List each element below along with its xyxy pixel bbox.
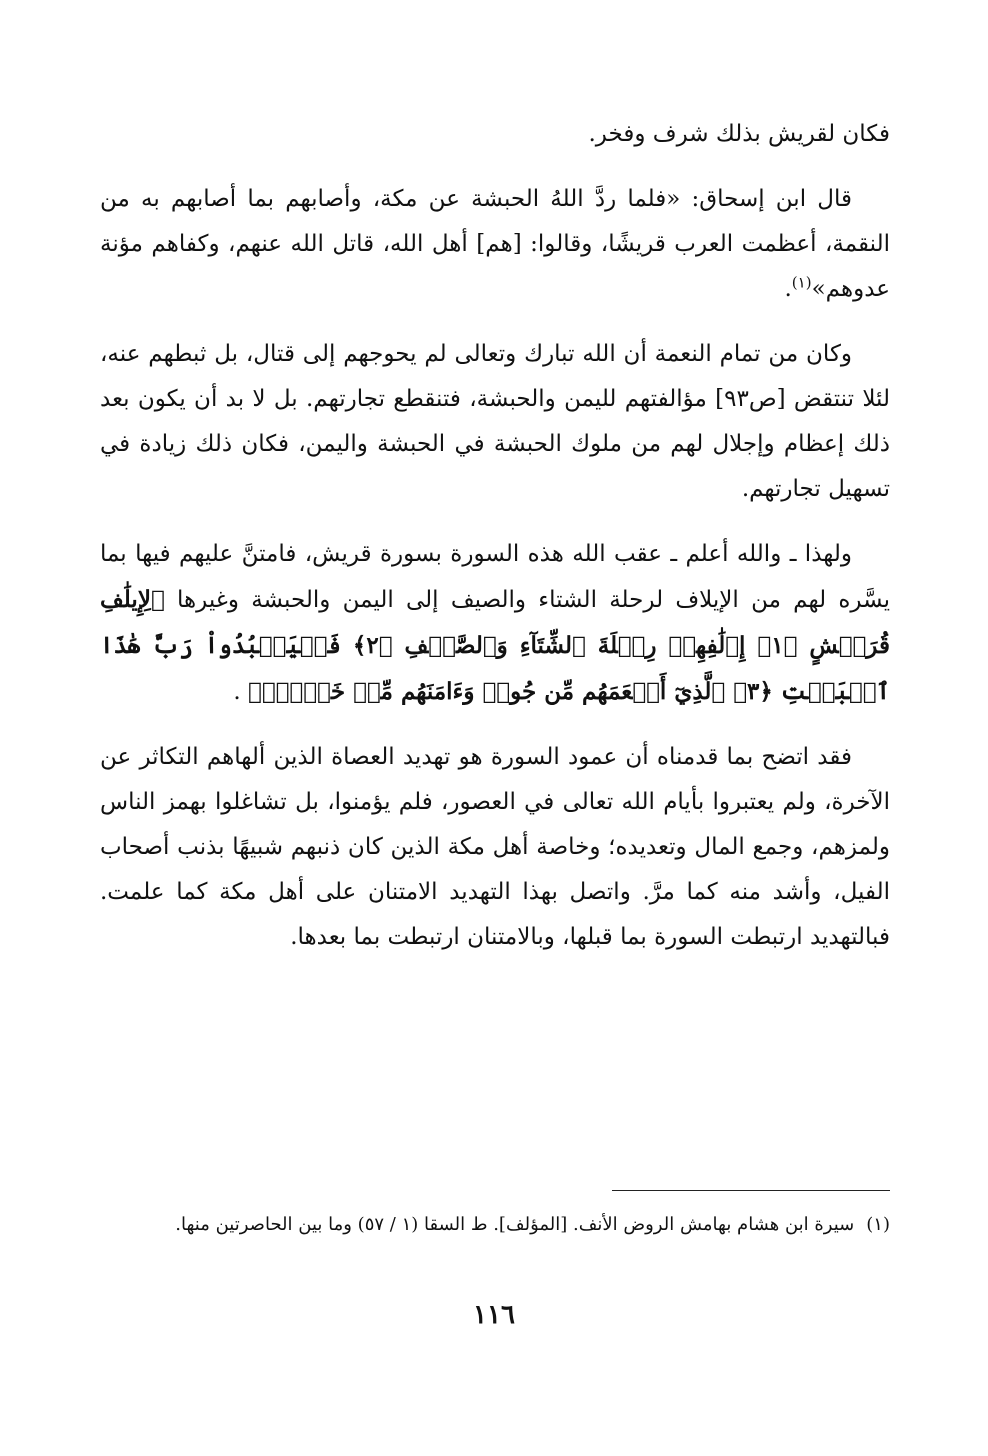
paragraph-3-intro: ولهذا ـ والله أعلم ـ عقب الله هذه السورة بسورة قريش، فامتنَّ عليهم فيها بما يسَّره لهم من الإيلاف لرحلة الشتاء والصيف إلى اليمن والحبشة وغيرها [100,541,890,613]
paragraph-4: فقد اتضح بما قدمناه أن عمود السورة هو تهديد العصاة الذين ألهاهم التكاثر عن الآخرة، ولم يعتبروا بأيام الله تعالى في العصور، فلم يؤمنوا، بل تشاغلوا بهمز الناس ولمزهم، وجمع المال وتعديده؛ وخاصة أهل مكة الذين كان ذنبهم شبيهًا بذنب أصحاب الفيل، وأشد منه كما مرَّ. واتصل بهذا التهديد الامتنان على أهل مكة كما علمت. فبالتهديد ارتبطت السورة بما قبلها، وبالامتنان ارتبطت بما بعدها. [100,744,890,950]
footnote-number: (١) [866,1214,890,1235]
paragraph-1-end: . [784,276,792,302]
footnote-divider [612,1190,890,1191]
paragraph-1-text: قال ابن إسحاق: «فلما ردَّ اللهُ الحبشة عن مكة، وأصابهم بما أصابهم به من النقمة، أعظمت العرب قريشًا، وقالوا: [هم] أهل الله، قاتل الله عنهم، وكفاهم مؤنة عدوهم» [100,186,890,302]
paragraph-0: فكان لقريش بذلك شرف وفخر. [588,121,890,147]
quran-open-bracket: ﴿ [150,586,165,613]
paragraph-3-end: . [233,679,249,705]
quran-verses: لِإِيلَٰفِ قُرَيۡشٍ ﴿١﴾ إِۦلَٰفِهِمۡ رِحۡلَةَ ٱلشِّتَآءِ وَٱلصَّيۡفِ ﴿٢﴾ فَلۡيَعۡبُدُواْ رَبَّ هَٰذَا ٱلۡبَيۡتِ ﴿٣﴾ ٱلَّذِيٓ أَطۡعَمَهُم مِّن جُوعٖ وَءَامَنَهُم مِّنۡ خَوۡفِۭ [100,586,890,705]
footnote-reference[interactable]: (١) [791,273,812,292]
paragraph-3 [100,532,890,715]
quran-close-bracket: ﴾ [248,678,262,705]
footnote-text: سيرة ابن هشام بهامش الروض الأنف. [المؤلف]. ط السقا (١ / ٥٧) وما بين الحاصرتين منها. [175,1214,855,1235]
page-body [100,112,890,960]
footnote-1 [100,1208,890,1242]
footnote-section [100,1208,890,1242]
paragraph-1 [100,177,890,312]
paragraph-2: وكان من تمام النعمة أن الله تبارك وتعالى لم يحوجهم إلى قتال، بل ثبطهم عنه، لئلا تنتقض [ص٩٣] مؤالفتهم لليمن والحبشة، فتنقطع تجارتهم. بل لا بد أن يكون بعد ذلك إعظام وإجلال لهم من ملوك الحبشة في الحبشة واليمن، فكان ذلك زيادة في تسهيل تجارتهم. [100,341,891,502]
page-number: ١١٦ [473,1300,515,1330]
